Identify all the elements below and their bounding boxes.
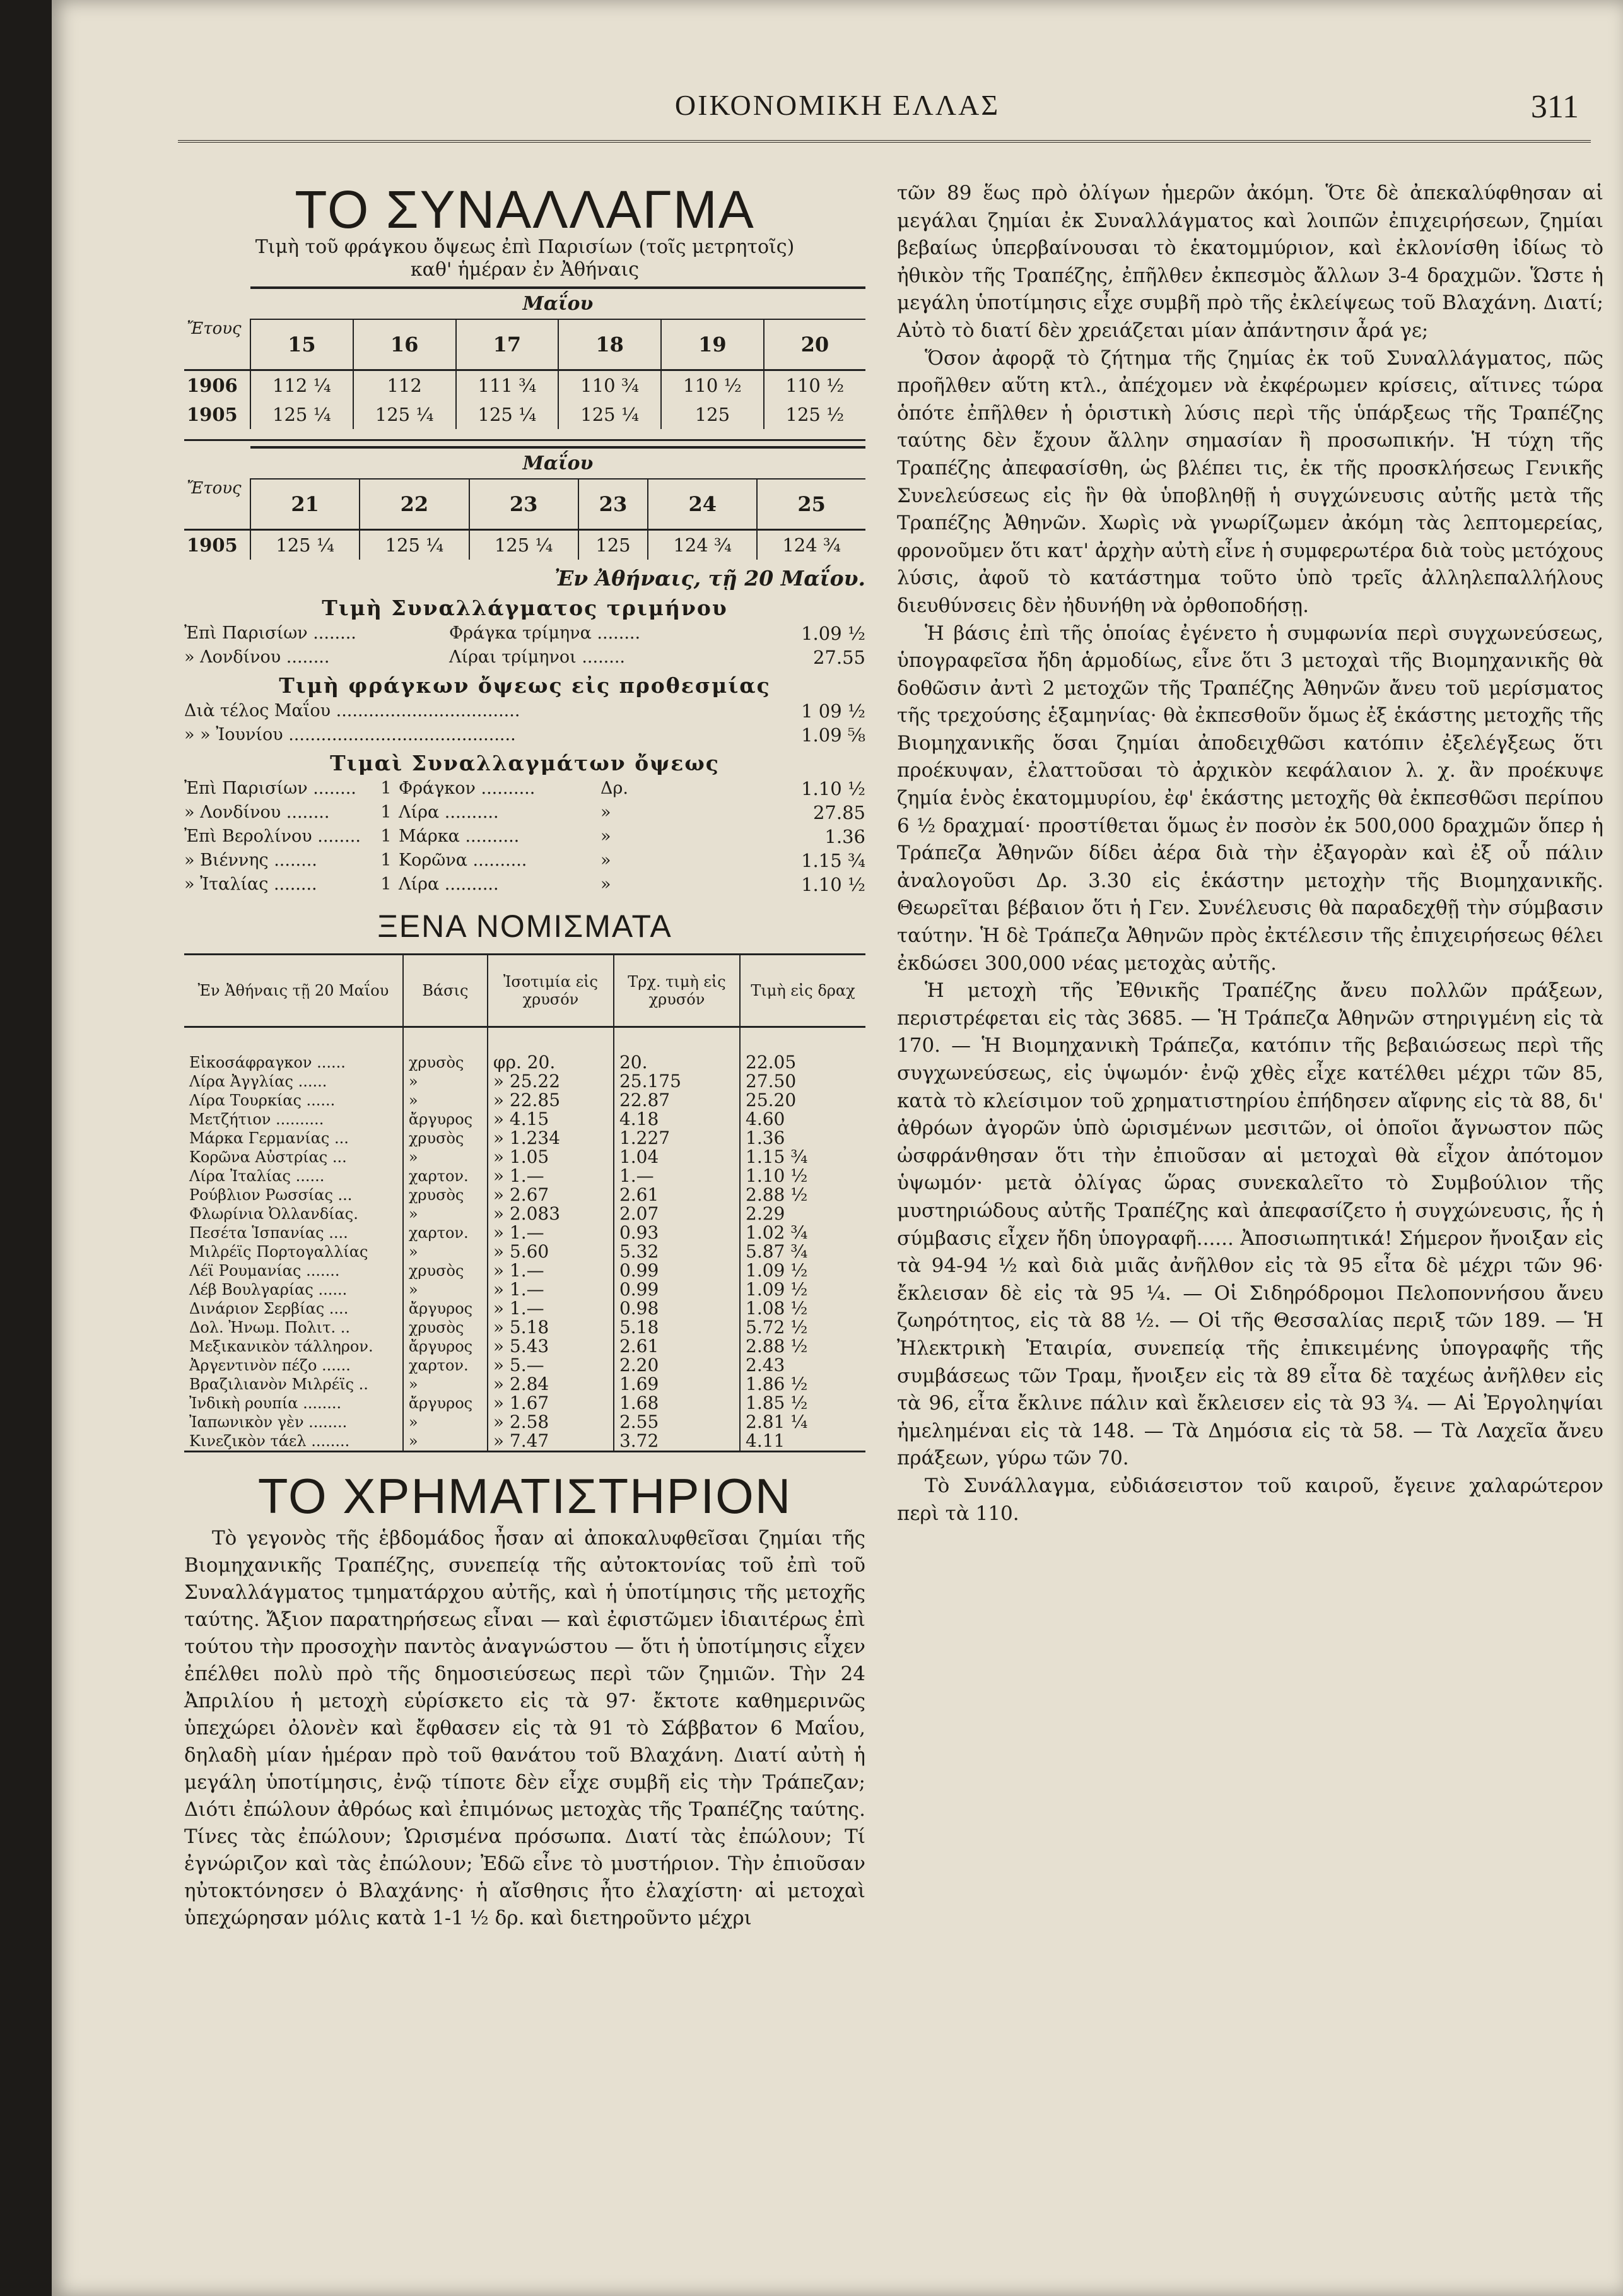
rate-currency: » [601, 803, 611, 822]
currency-basis: » [403, 1148, 488, 1167]
currency-name: Πεσέτα Ἱσπανίας .... [189, 1224, 348, 1242]
rate-line [184, 850, 865, 871]
currency-parity: » 5.— [488, 1356, 614, 1375]
month-header: Μαΐου [250, 288, 865, 319]
currency-rows [184, 1027, 865, 1452]
currency-name: Δολ. Ἠνωμ. Πολιτ. .. [189, 1319, 351, 1336]
rate-label: » » Ἰουνίου .......................................... [184, 725, 516, 745]
rate-cell: 112 [353, 370, 456, 401]
table-row [184, 1413, 865, 1432]
rate-value: 1.15 ¾ [801, 850, 865, 871]
day-header: 19 [661, 319, 764, 370]
currency-parity: φρ. 20. [488, 1053, 614, 1072]
currency-parity: » 5.60 [488, 1242, 614, 1261]
currency-parity: » 1.05 [488, 1148, 614, 1167]
currency-gold-price: 20. [614, 1053, 740, 1072]
rate-unit: Λίραι τρίμηνοι ........ [449, 647, 625, 667]
exchange-subtitle-line2: καθ' ἡμέραν ἐν Ἀθήναις [410, 259, 640, 281]
currency-basis: χρυσὸς [403, 1261, 488, 1280]
table-row [184, 1110, 865, 1129]
currency-gold-price: 1.04 [614, 1148, 740, 1167]
column-header: Ἐν Ἀθήναις τῇ 20 Μαΐου [184, 955, 403, 1027]
day-header: 20 [764, 319, 865, 370]
currency-drachma-price: 2.88 ½ [740, 1337, 865, 1356]
currency-parity: » 7.47 [488, 1432, 614, 1452]
currency-gold-price: 2.20 [614, 1356, 740, 1375]
currency-drachma-price: 4.60 [740, 1110, 865, 1129]
currency-basis: » [403, 1413, 488, 1432]
currency-basis: χαρτον. [403, 1167, 488, 1186]
day-header: 23 [578, 479, 648, 530]
header-rule [178, 140, 1591, 143]
currency-parity: » 1.— [488, 1261, 614, 1280]
rate-line [184, 874, 865, 895]
currency-parity: » 22.85 [488, 1091, 614, 1110]
currency-basis: χρυσὸς [403, 1053, 488, 1072]
table-row [184, 1280, 865, 1299]
currency-gold-price: 0.93 [614, 1223, 740, 1242]
paragraph: Ἡ μετοχὴ τῆς Ἐθνικῆς Τραπέζης ἄνευ πολλῶν πράξεων, περιστρέφεται εἰς τὰς 3685. — Ἡ Τράπεζα Ἀθηνῶν στηριγμένη εἰς τὰ 170. — Ἡ Βιομηχανικὴ Τράπεζα, κατόπιν τῆς βεβαιώσεως περὶ τῆς συγχωνεύσεως, εἰς ὑψωμόν· ἐνῷ χθὲς εἶχε κατέλθει μέχρι τῶν 85, κατὰ τὸ κλείσιμον τοῦ χρηματιστηρίου ἐπήδησεν αἴφνης εἰς τὰ 88, δι' ἀθρόων ἀγορῶν ὑπὸ ὡρισμένων μεσιτῶν, οἱ ὁποῖοι ἄγνωστον πῶς ὠσφράνθησαν ὅτι τὴν ἐπιοῦσαν αἱ μετοχαὶ θὰ εἶχον ἀπότομον ὑψωμόν· μετὰ ὀλίγας ὥρας συνεκαλεῖτο τὸ Συμβούλιον τῆς μυστηριώδους αὐτῆς Τραπέζης καὶ ἀπεφασίζετο ἡ συγχώνευσις, ἧς ἡ σύμβασις εἶχεν ἤδη ὑπογραφῆ...... Ἀποσιωπητικά! Σήμερον ἤνοιξαν εἰς τὰ 94-94 ½ καὶ διὰ μιᾶς ἀνῆλθον εἰς τὰ 95 εἶτα δὲ μέχρι τῶν 96· ἔκλεισαν δὲ εἰς τὰ 95 ¼. — Οἱ Σιδηρόδρομοι Πελοποννήσου ἄνευ ζωηρότητος, εἰς τὰ 88 ½. — Οἱ τῆς Θεσσαλίας περιξ τῶν 189. — Ἡ Ἠλεκτρικὴ Ἑταιρία, συνεπείᾳ τῆς ἐπικειμένης ὑπογραφῆς τῆς συμβάσεως τῶν Τραμ, ἤνοιξεν εἰς τὰ 89 εἶτα δὲ ταχέως ἀνῆλθεν εἰς τὰ 96, εἶτα ἔκλινε πάλιν καὶ ἔκλεισεν εἰς τὰ 93 ¾. — Αἱ Ἐργοληψίαι ἠμελημέναι εἰς τὰ 148. — Τὰ Δημόσια εἰς τὰ 58. — Τὰ Λαχεῖα ἄνευ πράξεων, γύρω τῶν 70. [897, 979, 1603, 1470]
rate-unit: Λίρα .......... [399, 803, 499, 822]
currency-parity: » 25.22 [488, 1072, 614, 1091]
currency-gold-price: 5.32 [614, 1242, 740, 1261]
running-title: ΟΙΚΟΝΟΜΙΚΗ ΕΛΛΑΣ [674, 89, 1000, 121]
currency-gold-price: 0.99 [614, 1280, 740, 1299]
day-header: 25 [757, 479, 865, 530]
page-number: 311 [1530, 89, 1579, 125]
foreign-currencies-title: ΞΕΝΑ ΝΟΜΙΣΜΑΤΑ [377, 909, 672, 944]
rate-value: 1.09 ½ [801, 623, 865, 644]
rate-value: 1 09 ½ [801, 700, 865, 722]
currency-drachma-price: 1.86 ½ [740, 1375, 865, 1394]
column-header: Τιμὴ εἰς δραχ [740, 955, 865, 1027]
table-row [184, 1167, 865, 1186]
currency-name: Λίρα Τουρκίας ...... [189, 1092, 336, 1109]
table-row [184, 1091, 865, 1110]
currency-name: Λίρα Ἀγγλίας ...... [189, 1073, 327, 1090]
currency-basis: » [403, 1091, 488, 1110]
table-row [184, 1394, 865, 1413]
rate-currency: » [601, 874, 611, 894]
currency-parity: » 2.083 [488, 1204, 614, 1223]
currency-drachma-price: 2.81 ¼ [740, 1413, 865, 1432]
exchange-subtitle [184, 236, 865, 281]
currency-gold-price: 1.68 [614, 1394, 740, 1413]
currency-parity: » 1.— [488, 1280, 614, 1299]
column-header: Τρχ. τιμὴ εἰς χρυσόν [614, 955, 740, 1027]
paragraph: τῶν 89 ἕως πρὸ ὀλίγων ἡμερῶν ἀκόμη. Ὅτε δὲ ἀπεκαλύφθησαν αἱ μεγάλαι ζημίαι ἐκ Συναλλάγματος καὶ λοιπῶν ἐπιχειρήσεων, ζημίαι βεβαίως ὑπερβαίνουσαι τὸ ἑκατομμύριον, καὶ ἐκλονίσθη ἰδίως τὸ ἠθικὸν τῆς Τραπέζης, ἐπῆλθεν ἐκπεσμὸς ἄλλων 3-4 δραχμῶν. Ὥστε ἡ μεγάλη ὑποτίμησις εἶχε συμβῆ πρὸ τῆς ἐκλείψεως τοῦ Βλαχάνη. Διατί; Αὐτὸ τὸ διατί δὲν χρειάζεται μίαν ἀπάντησιν ἆρά γε; [897, 182, 1603, 342]
currency-basis: χαρτον. [403, 1356, 488, 1375]
year-cell: 1905 [187, 404, 238, 425]
rate-currency: Δρ. [601, 779, 628, 798]
rate-value: 27.55 [812, 647, 865, 668]
currency-drachma-price: 5.72 ½ [740, 1318, 865, 1337]
currency-drachma-price: 1.85 ½ [740, 1394, 865, 1413]
currency-gold-price: 4.18 [614, 1110, 740, 1129]
currency-name: Μάρκα Γερμανίας ... [189, 1129, 349, 1147]
rate-place: » Ἰταλίας ........ [184, 874, 317, 894]
currency-basis: ἄργυρος [403, 1394, 488, 1413]
rate-line [184, 724, 865, 746]
currency-name: Ἰαπωνικὸν γὲν ........ [189, 1413, 348, 1431]
table-row [184, 1318, 865, 1337]
currency-gold-price: 3.72 [614, 1432, 740, 1452]
currency-parity: » 1.— [488, 1223, 614, 1242]
table-row [184, 1186, 865, 1204]
rate-cell: 125 ¼ [469, 530, 578, 560]
rate-unit: Λίρα .......... [399, 874, 499, 894]
rate-label: Διὰ τέλος Μαΐου .................................. [184, 701, 520, 721]
table-row [184, 400, 865, 429]
rate-cell: 125 ¼ [360, 530, 469, 560]
rate-value: 1.10 ½ [801, 874, 865, 895]
table-row [184, 1053, 865, 1072]
currency-parity: » 5.43 [488, 1337, 614, 1356]
section-title: Τιμὴ φράγκων ὄψεως εἰς προθεσμίας [279, 673, 771, 698]
currency-parity: » 1.— [488, 1167, 614, 1186]
rate-line [184, 778, 865, 799]
day-header: 24 [648, 479, 757, 530]
rate-cell: 125 ¼ [250, 530, 360, 560]
currency-drachma-price: 1.36 [740, 1129, 865, 1148]
paragraph: Τὸ Συνάλλαγμα, εὐδιάσειστον τοῦ καιροῦ, ἔγεινε χαλαρώτερον περὶ τὰ 110. [897, 1474, 1603, 1525]
year-header: Ἔτους [184, 288, 250, 370]
rate-cell: 110 ½ [661, 370, 764, 401]
currency-parity: » 4.15 [488, 1110, 614, 1129]
paragraph: Ἡ βάσις ἐπὶ τῆς ὁποίας ἐγένετο ἡ συμφωνία περὶ συγχωνεύσεως, ὑπογραφεῖσα ἤδη ἁρμοδίως, εἶνε ὅτι 3 μετοχαὶ τῆς Βιομηχανικῆς θὰ δοθῶσιν ἀντὶ 2 μετοχῶν τῆς Τραπέζης Ἀθηνῶν ἄνευ τοῦ μερίσματος τῆς τρεχούσης ἑξαμηνίας· θὰ ἐκπεσθοῦν ὅμως ἐξ ἑκάστης μετοχῆς τῆς Βιομηχανικῆς ὅσαι ζημίαι ἀποδειχθῶσι κατόπιν ἐξελέγξεως ὅτι προέκυψαν, ἐλαττοῦσαι τὸ ἀρχικὸν κεφάλαιον λ. χ. ἂν προέκυψε ζημία ἑνὸς ἑκατομμυρίου, ἐφ' ἑκάστης μετοχῆς θὰ ἐκπεσθῶσι περίπου 6 ½ δραχμαί· προστίθεται ὅμως ἐν ποσὸν ἐκ 500,000 δραχμῶν ὅπερ ἡ Τράπεζα Ἀθηνῶν δίδει ἀέρα διὰ τὴν ἐξαγορὰν καὶ ἐξ οὗ πάλιν ἀναλογοῦσι Δρ. 3.30 εἰς ἑκάστην μετοχὴν τῆς Βιομηχανικῆς. Θεωρεῖται βέβαιον ὅτι ἡ Γεν. Συνέλευσις θὰ παραδεχθῇ τὴν σύμβασιν ταύτην. Ἡ δὲ Τράπεζα Ἀθηνῶν πρὸς ἐκτέλεσιν τῆς ἐπιχειρήσεως θέλει ἐκδώσει 300,000 νέας μετοχὰς αὐτῆς. [897, 621, 1603, 975]
rate-place: Ἐπὶ Παρισίων ........ [184, 779, 356, 798]
year-cell: 1906 [187, 375, 238, 396]
rate-value: 27.85 [812, 802, 865, 823]
currency-name: Φλωρίνια Ὀλλανδίας. [189, 1205, 358, 1223]
newspaper-page [52, 0, 1623, 2296]
currency-parity: » 5.18 [488, 1318, 614, 1337]
currency-name: Λέϊ Ρουμανίας ....... [189, 1262, 340, 1280]
currency-gold-price: 1.69 [614, 1375, 740, 1394]
rate-value: 1.36 [824, 826, 865, 847]
exchange-table-block1 [184, 286, 865, 441]
table-row [184, 1337, 865, 1356]
currency-name: Μεξικανικὸν τάλληρον. [189, 1338, 373, 1355]
rate-place: » Λονδίνου ........ [184, 647, 330, 667]
foreign-currencies-table [184, 953, 865, 1452]
day-header: 21 [250, 479, 360, 530]
rate-cell: 125 ¼ [353, 400, 456, 429]
currency-basis: χρυσὸς [403, 1318, 488, 1337]
currency-drachma-price: 1.09 ½ [740, 1261, 865, 1280]
currency-parity: » 1.— [488, 1299, 614, 1318]
exchange-title: ΤΟ ΣΥΝΑΛΛΑΓΜΑ [295, 180, 755, 239]
currency-drachma-price: 1.10 ½ [740, 1167, 865, 1186]
currency-name: Βραζιλιανὸν Μιλρέϊς .. [189, 1375, 368, 1393]
rate-line [184, 802, 865, 823]
table-row [184, 370, 865, 401]
currency-parity: » 2.67 [488, 1186, 614, 1204]
currency-name: Ἰνδικὴ ρουπία ........ [189, 1394, 342, 1412]
currency-drachma-price: 4.11 [740, 1432, 865, 1452]
bourse-title: ΤΟ ΧΡΗΜΑΤΙΣΤΗΡΙΟΝ [257, 1468, 792, 1524]
currency-gold-price: 25.175 [614, 1072, 740, 1091]
rate-line [184, 826, 865, 847]
rate-line [184, 647, 865, 668]
table-row [184, 1204, 865, 1223]
paragraph: Ὅσον ἀφορᾷ τὸ ζήτημα τῆς ζημίας ἐκ τοῦ Συναλλάγματος, πῶς προῆλθεν αὕτη κτλ., ἀπέχομεν νὰ ἐκφέρωμεν κρίσεις, αἵτινες τώρα ὁπότε ἐπῆλθεν ἡ ὁριστικὴ λύσις περὶ τῆς ὑπάρξεως τῆς Τραπέζης ταύτης δὲν ἔχουν ἄλλην σημασίαν ἢ προσωπικήν. Ἡ τύχη τῆς Τραπέζης ἀπεφασίσθη, ὡς βλέπει τις, ἐκ τῆς προσκλήσεως Γενικῆς Συνελεύσεως εἰς ἣν θὰ ὑποβληθῇ ἡ συγχώνευσις αὐτῆς μετὰ τῆς Τραπέζης Ἀθηνῶν. Χωρὶς νὰ γνωρίζωμεν ἀκόμη τὰς λεπτομερείας, φρονοῦμεν ὅτι κατ' ἀρχὴν αὐτὴ εἶνε ἡ συμφερωτέρα διὰ τοὺς μετόχους λύσις, ἀφοῦ τὸ κατάστημα τοῦτο ὑπὸ τρεῖς ἀλληλεπαλλήλους διευθύνσεις δὲν ἠδυνήθη νὰ ὀρθοποδήσῃ. [897, 346, 1603, 617]
rate-cell: 124 ¾ [648, 530, 757, 560]
place-date: Ἐν Ἀθήναις, τῇ 20 Μαΐου. [554, 566, 865, 591]
rate-cell: 112 ¼ [250, 370, 353, 401]
rate-qty: 1 [380, 803, 392, 822]
rate-line [184, 623, 865, 644]
currency-drachma-price: 1.09 ½ [740, 1280, 865, 1299]
currency-basis: χρυσὸς [403, 1129, 488, 1148]
currency-basis: » [403, 1375, 488, 1394]
currency-drachma-price: 22.05 [740, 1053, 865, 1072]
rate-currency: » [601, 851, 611, 870]
table-row [184, 1356, 865, 1375]
year-header: Ἔτους [184, 447, 250, 530]
table-row [184, 1072, 865, 1091]
rate-unit: Μάρκα .......... [399, 827, 520, 846]
currency-basis: » [403, 1204, 488, 1223]
table-row [184, 1261, 865, 1280]
right-column [897, 180, 1603, 1528]
currency-gold-price: 2.61 [614, 1186, 740, 1204]
currency-drachma-price: 2.88 ½ [740, 1186, 865, 1204]
rate-place: Ἐπὶ Παρισίων ........ [184, 623, 356, 643]
currency-drachma-price: 1.02 ¾ [740, 1223, 865, 1242]
currency-name: Δινάριον Σερβίας .... [189, 1300, 349, 1317]
rate-cell: 125 ¼ [456, 400, 559, 429]
currency-name: Κινεζικὸν τάελ ........ [184, 1432, 403, 1452]
currency-parity: » 2.58 [488, 1413, 614, 1432]
table-row [184, 1242, 865, 1261]
exchange-table-block2 [184, 446, 865, 560]
currency-basis: χαρτον. [403, 1223, 488, 1242]
currency-drachma-price: 2.29 [740, 1204, 865, 1223]
currency-drachma-price: 5.87 ¾ [740, 1242, 865, 1261]
currency-basis: ἄργυρος [403, 1337, 488, 1356]
currency-drachma-price: 2.43 [740, 1356, 865, 1375]
rate-value: 1.10 ½ [801, 778, 865, 799]
section-title: Τιμαὶ Συναλλαγμάτων ὄψεως [330, 751, 720, 775]
currency-gold-price: 5.18 [614, 1318, 740, 1337]
table-row [184, 1375, 865, 1394]
currency-drachma-price: 25.20 [740, 1091, 865, 1110]
day-header: 23 [469, 479, 578, 530]
day-header: 16 [353, 319, 456, 370]
currency-basis: » [403, 1242, 488, 1261]
rate-unit: Φράγκα τρίμηνα ........ [449, 623, 641, 643]
rate-place: » Λονδίνου ........ [184, 803, 330, 822]
rate-cell: 125 ½ [764, 400, 865, 429]
currency-basis: » [403, 1280, 488, 1299]
currency-drachma-price: 1.15 ¾ [740, 1148, 865, 1167]
currency-parity: » 1.234 [488, 1129, 614, 1148]
bourse-text-left [184, 1525, 865, 1932]
rate-qty: 1 [380, 779, 392, 798]
rate-place: » Βιέννης ........ [184, 851, 317, 870]
currency-parity: » 1.67 [488, 1394, 614, 1413]
day-header: 22 [360, 479, 469, 530]
currency-name: Μιλρέϊς Πορτογαλλίας [189, 1243, 368, 1261]
table-row [184, 1148, 865, 1167]
currency-name: Ρούβλιον Ρωσσίας ... [189, 1186, 353, 1204]
currency-gold-price: 2.55 [614, 1413, 740, 1432]
currency-basis: » [403, 1072, 488, 1091]
table-row [184, 1223, 865, 1242]
currency-name: Λίρα Ἰταλίας ...... [189, 1167, 325, 1185]
currency-basis: ἄργυρος [403, 1110, 488, 1129]
currency-basis: » [403, 1432, 488, 1452]
currency-name: Κορῶνα Αὐστρίας ... [189, 1148, 347, 1166]
currency-gold-price: 0.98 [614, 1299, 740, 1318]
table-row [184, 530, 865, 560]
currency-basis: ἄργυρος [403, 1299, 488, 1318]
paragraph: Τὸ γεγονὸς τῆς ἑβδομάδος ἦσαν αἱ ἀποκαλυφθεῖσαι ζημίαι τῆς Βιομηχανικῆς Τραπέζης, συνεπείᾳ τῆς αὐτοκτονίας τοῦ ἐπὶ τοῦ Συναλλάγματος τμηματάρχου αὐτῆς, καὶ ἡ ὑποτίμησις τῆς μετοχῆς ταύτης. Ἄξιον παρατηρήσεως εἶναι — καὶ ἐφιστῶμεν ἰδιαιτέρως ἐπὶ τούτου τὴν προσοχὴν παντὸς ἀναγνώστου — ὅτι ἡ ὑποτίμησις εἶχεν ἐπέλθει πολὺ πρὸ τῆς δημοσιεύσεως περὶ τῶν ζημιῶν. Τὴν 24 Ἀπριλίου ἡ μετοχὴ εὑρίσκετο εἰς τὰ 97· ἔκτοτε καθημερινῶς ὑπεχώρει ὀλονὲν καὶ ἔφθασεν εἰς τὰ 91 τὸ Σάββατον 6 Μαΐου, δηλαδὴ μίαν ἡμέραν πρὸ τοῦ θανάτου τοῦ Βλαχάνη. Διατί αὐτὴ ἡ μεγάλη ὑποτίμησις, ἐνῷ τίποτε δὲν εἶχε συμβῆ εἰς τὴν Τράπεζαν; Διότι ἐπώλουν ἀθρόως καὶ ἐπιμόνως μετοχὰς τῆς Τραπέζης ταύτης. Τίνες τὰς ἐπώλουν; Ὡρισμένα πρόσωπα. Διατί τὰς ἐπώλουν; Τί ἐγνώριζον καὶ τὰς ἐπώλουν; Ἐδῶ εἶνε τὸ μυστήριον. Τὴν ἐπιοῦσαν ηὐτοκτόνησεν ὁ Βλαχάνης· ἡ αἴσθησις ἦτο ἐλαχίστη· αἱ μετοχαὶ ὑπεχώρησαν μόλις κατὰ 1-1 ½ δρ. καὶ διετηροῦντο μέχρι [184, 1527, 865, 1929]
rate-cell: 124 ¾ [757, 530, 865, 560]
month-header: Μαΐου [250, 447, 865, 479]
currency-gold-price: 0.99 [614, 1261, 740, 1280]
day-header: 17 [456, 319, 559, 370]
column-header: Βάσις [403, 955, 488, 1027]
rate-cell: 125 ¼ [558, 400, 661, 429]
rate-currency: » [601, 827, 611, 846]
rate-place: Ἐπὶ Βερολίνου ........ [184, 827, 361, 846]
table-row [184, 1129, 865, 1148]
bourse-text-right [897, 180, 1603, 1528]
currency-gold-price: 2.07 [614, 1204, 740, 1223]
rate-unit: Κορῶνα .......... [399, 851, 527, 870]
currency-name: Ἀργεντινὸν πέζο ...... [189, 1357, 351, 1374]
table-row [184, 1299, 865, 1318]
currency-gold-price: 2.61 [614, 1337, 740, 1356]
currency-gold-price: 1.227 [614, 1129, 740, 1148]
currency-name: Εἰκοσάφραγκον ...... [189, 1054, 346, 1071]
rate-cell: 111 ¾ [456, 370, 559, 401]
currency-gold-price: 1.— [614, 1167, 740, 1186]
table-row [184, 1432, 865, 1452]
rate-qty: 1 [380, 827, 392, 846]
currency-parity: » 2.84 [488, 1375, 614, 1394]
rate-qty: 1 [380, 874, 392, 894]
rate-cell: 125 [661, 400, 764, 429]
rate-value: 1.09 ⅝ [801, 724, 865, 746]
rate-cell: 110 ½ [764, 370, 865, 401]
column-header: Ἰσοτιμία εἰς χρυσόν [488, 955, 614, 1027]
currency-name: Μετζήτιον .......... [189, 1110, 324, 1128]
rate-cell: 125 [578, 530, 648, 560]
currency-drachma-price: 1.08 ½ [740, 1299, 865, 1318]
currency-gold-price: 22.87 [614, 1091, 740, 1110]
day-header: 18 [558, 319, 661, 370]
exchange-subtitle-line1: Τιμὴ τοῦ φράγκου ὄψεως ἐπὶ Παρισίων (τοῖς μετρητοῖς) [255, 236, 795, 258]
rate-line [184, 700, 865, 722]
currency-name: Λέβ Βουλγαρίας ...... [189, 1281, 348, 1298]
rate-cell: 125 ¼ [250, 400, 353, 429]
section-title: Τιμὴ Συναλλάγματος τριμήνου [322, 596, 728, 620]
currency-drachma-price: 27.50 [740, 1072, 865, 1091]
currency-basis: χρυσὸς [403, 1186, 488, 1204]
left-column [184, 164, 865, 1932]
year-cell: 1905 [187, 534, 238, 556]
rate-cell: 110 ¾ [558, 370, 661, 401]
rate-unit: Φράγκον .......... [399, 779, 536, 798]
day-header: 15 [250, 319, 353, 370]
rate-qty: 1 [380, 851, 392, 870]
